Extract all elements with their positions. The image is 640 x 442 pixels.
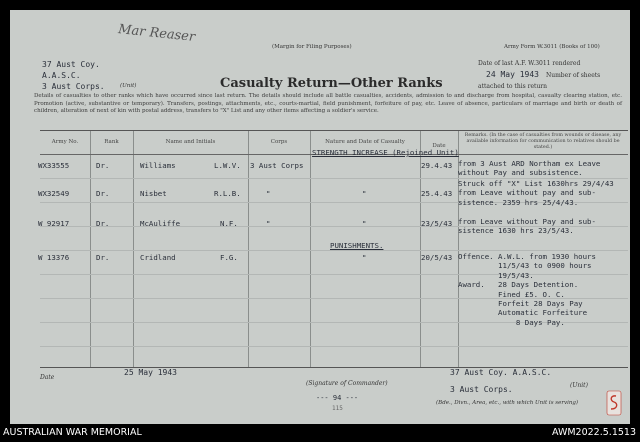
remarks-line: from Leave without Pay and sub-	[458, 217, 596, 226]
unit-line-2: A.A.S.C.	[42, 71, 81, 80]
rank: Dr.	[96, 161, 110, 170]
surname: Williams	[140, 161, 176, 170]
army-number: WX33555	[38, 161, 70, 170]
corps: "	[266, 189, 271, 198]
date-label: Date	[40, 374, 55, 381]
unit-signature-label: (Unit)	[570, 382, 588, 389]
remarks-line: 19/5/43.	[458, 270, 534, 280]
casualty-table	[40, 130, 628, 368]
casualty-date: 25.4.43	[421, 189, 453, 198]
army-number: W 13376	[38, 253, 70, 262]
army-number: W 92917	[38, 219, 70, 228]
remarks-line: from Leave without pay and sub-	[458, 188, 596, 198]
casualty-date: 29.4.43	[421, 161, 453, 170]
initials: R.L.B.	[214, 189, 241, 198]
nature: "	[362, 253, 367, 262]
archive-footer	[0, 424, 640, 442]
remarks-line: sistence 1630 hrs 23/5/43.	[458, 226, 574, 236]
surname: Cridland	[140, 253, 176, 262]
signature-label: (Signature of Commander)	[306, 380, 388, 387]
remarks-line: without Pay and subsistence.	[458, 168, 583, 178]
nature: "	[362, 189, 367, 198]
handwritten-signature: Mar Reaser	[117, 22, 196, 45]
remarks-line: sistence. 2359 hrs 25/4/43.	[458, 197, 579, 207]
remarks-line: 11/5/43 to 0900 hours	[458, 261, 592, 271]
initials: N.F.	[220, 219, 238, 228]
signature-marks: --- 94 ---	[316, 394, 359, 402]
unit-signature-line-2: 3 Aust Corps.	[450, 385, 513, 394]
unit-signature-line-1: 37 Aust Coy. A.A.S.C.	[450, 368, 552, 377]
remarks-line: 8 Days Pay.	[458, 317, 565, 327]
remarks-line: Automatic Forfeiture	[458, 308, 588, 318]
unit-line-1: 37 Aust Coy.	[42, 60, 100, 69]
army-form-number: Army Form W.3011 (Books of 100)	[504, 44, 600, 50]
remarks-line: Offence. A.W.L. from 1930 hours	[458, 252, 596, 261]
surname: McAuliffe	[140, 219, 181, 228]
date-last-value: 24 May 1943	[486, 70, 539, 79]
unit-label: (Unit)	[120, 83, 137, 89]
rank: Dr.	[96, 253, 110, 262]
col-header-name: Name and Initials	[165, 139, 216, 145]
page-mark: 115	[332, 405, 343, 412]
margin-note: (Margin for Filing Purposes)	[272, 44, 352, 50]
col-header-date: Date	[432, 143, 446, 149]
footer-left-text: AUSTRALIAN WAR MEMORIAL	[3, 427, 142, 438]
col-header-corps: Corps	[270, 139, 288, 145]
unit-line-3: 3 Aust Corps.	[42, 82, 105, 91]
document-title: Casualty Return—Other Ranks	[220, 76, 443, 91]
instructions-text: Details of casualties to other ranks which have occurred since last return. The details should include all battle casualties, accidents, admission to and discharge from hospital, casualty clearing station, etc. Promotion (active, substantive or temporary). Transfers, postings, attachments, etc., courts-martial, field punishment, forfeiture of pay, etc. Leave of absence, particulars of marriage and birth or death of children, alteration of next of kin with postal address, transfers to "X" List and any other items affecting a soldier's service.	[34, 93, 622, 115]
col-header-army-no: Army No.	[51, 139, 79, 145]
date-last-label: Date of last A.F. W.3011 rendered	[478, 60, 581, 67]
rank: Dr.	[96, 219, 110, 228]
casualty-date: 23/5/43	[421, 219, 453, 228]
surname: Nisbet	[140, 189, 167, 198]
attached-label: attached to this return	[478, 83, 548, 90]
corps: "	[266, 219, 271, 228]
remarks-line: Forfeit 28 Days Pay	[458, 299, 583, 308]
remarks-line: from 3 Aust ARD Northam ex Leave	[458, 159, 601, 168]
nature: "	[362, 219, 367, 228]
col-header-rank: Rank	[104, 139, 119, 145]
remarks-line: Struck off "X" List 1630hrs 29/4/43	[458, 179, 614, 188]
initials: F.G.	[220, 253, 238, 262]
casualty-return-document	[10, 10, 630, 424]
brigade-label: (Bde., Divn., Area, etc., with which Unit is serving)	[436, 400, 579, 406]
footer-right-text: AWM2022.5.1513	[551, 427, 636, 438]
red-sticker-icon	[606, 390, 622, 416]
remarks-line: Award. 28 Days Detention.	[458, 280, 579, 290]
army-number: WX32549	[38, 189, 70, 198]
section-punishments: PUNISHMENTS.	[330, 241, 384, 250]
section-strength-increase: STRENGTH INCREASE (Rejoined Unit)	[312, 148, 459, 157]
remarks-line: Fined £5. O. C.	[458, 289, 565, 299]
corps: 3 Aust Corps	[250, 161, 304, 170]
col-header-remarks: Remarks. (In the case of casualties from wounds or disease, any available information for communication to relatives should be stated.)	[464, 133, 622, 150]
col-header-nature: Nature and Date of Casualty	[325, 139, 405, 145]
initials: L.W.V.	[214, 161, 241, 170]
casualty-date: 20/5/43	[421, 253, 453, 262]
return-date: 25 May 1943	[124, 368, 177, 377]
number-of-sheets-label: Number of sheets	[546, 72, 601, 79]
rank: Dr.	[96, 189, 110, 198]
